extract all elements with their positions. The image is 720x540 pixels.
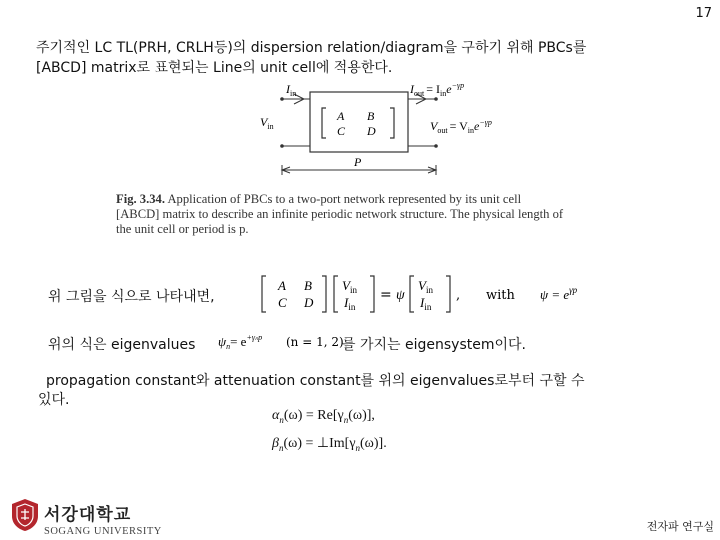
intro-line-2: [ABCD] matrix로 표현되는 Line의 unit cell에 적용한다. [36,60,393,76]
label-I-in: $I_{in}$ [286,82,297,98]
svg-text:ψn= e+γₙp: $\psi_n= e^{+\gamma_np}$ [218,333,263,351]
alpha-beta-equations [272,404,387,460]
box-bracket-left [322,108,326,138]
caption-label: Fig. 3.34. [116,192,165,206]
matrix-equation [258,272,598,316]
eigenvalue-equation [216,328,346,354]
label-I-out: $I_{out} = I_{in}e^{-\gamma p}$ [410,82,465,98]
university-name-en: SOGANG UNIVERSITY [44,526,162,537]
svg-text:,: , [456,288,461,303]
svg-text:Vin: $V_{in}$ [418,278,433,295]
label-P: P [354,155,362,169]
alpha-equation: $\alpha_n(\omega) = Re[\gamma_n(\omega)]$, [272,408,375,425]
svg-text:C: C [278,295,287,310]
university-seal-icon [10,498,40,532]
intro-text [36,38,696,78]
svg-text:Iin: $I_{in}$ [344,295,356,312]
lab-name: 전자파 연구실 [646,520,714,533]
page-number: 17 [695,6,712,21]
beta-equation: $\beta_n(\omega)$ = $\perp Im[\gamma_n(\omega)]$. [272,435,387,453]
svg-text:ψ: ψ [396,288,405,303]
label-V-in: $V_{in}$ [260,115,274,131]
two-port-network-figure [250,82,570,182]
unit-cell-box [310,92,408,152]
intro-line-1: 주기적인 LC TL(PRH, CRLH등)의 dispersion relation/diagram을 구하기 위해 PBCs를 [36,40,587,56]
box-A: A [337,109,345,123]
eq2-lead: 위의 식은 eigenvalues [48,337,196,353]
svg-text:D: D [304,295,314,310]
svg-text:=: = [380,287,392,303]
university-name-ko: 서강대학교 [44,505,132,525]
box-bracket-right [390,108,394,138]
box-D: D [367,124,376,138]
label-V-out: $V_{out} = V_{in}e^{-\gamma p}$ [430,118,492,135]
svg-text:Iin: $I_{in}$ [420,295,432,312]
box-B: B [367,109,375,123]
svg-text:A: A [278,278,286,293]
propagation-paragraph: propagation constant와 attenuation constant를 위의 eigenvalues로부터 구할 수 있다. [38,373,585,408]
figure-caption: Fig. 3.34. Application of PBCs to a two-port network represented by its unit cell [ABCD] matrix to describe an infinite periodic network structure. The physical length of the unit cell or period is p. [116,192,564,236]
eq2-tail: 를 가지는 eigensystem이다. [342,337,526,353]
svg-text:Vin: $V_{in}$ [342,278,357,295]
svg-text:B: B [304,278,312,293]
svg-text:with: with [486,288,515,303]
eq1-lead: 위 그림을 식으로 나타내면, [48,289,215,305]
svg-text:(n = 1, 2): (n = 1, 2) [286,335,344,349]
svg-text:ψ = eγp: $\psi = e^{\gamma p}$ [540,285,578,302]
box-C: C [337,124,346,138]
university-logo [44,500,162,537]
